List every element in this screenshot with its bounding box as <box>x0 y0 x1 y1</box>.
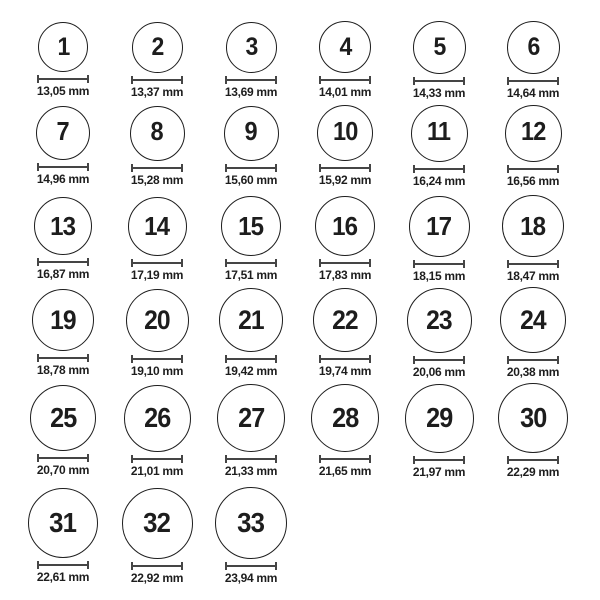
diameter-label: 15,28 mm <box>130 172 184 187</box>
ring-circle <box>124 385 191 452</box>
diameter-measure-line <box>319 76 371 84</box>
measure-bar <box>415 459 463 461</box>
measure-bar <box>133 79 181 81</box>
ring-size-number: 15 <box>238 210 264 241</box>
measure-bar <box>133 565 181 567</box>
ring-circle <box>28 488 98 558</box>
ring-circle <box>219 288 283 352</box>
measure-bar <box>227 458 275 460</box>
ring-size-number: 16 <box>332 210 358 241</box>
ring-size-number: 14 <box>144 210 170 241</box>
diameter-label: 14,33 mm <box>412 85 466 100</box>
measure-bar <box>321 358 369 360</box>
diameter-measure-line <box>131 455 183 463</box>
diameter-measure-line <box>37 163 89 171</box>
ring-circle <box>319 21 371 73</box>
diameter-measure-line <box>225 259 277 267</box>
measure-bar <box>39 166 87 168</box>
ring-size-number: 10 <box>332 118 358 147</box>
diameter-label: 15,60 mm <box>224 172 278 187</box>
ring-size-number: 25 <box>49 402 77 434</box>
ring-circle <box>126 289 189 352</box>
diameter-label: 19,42 mm <box>224 364 278 378</box>
diameter-label: 14,01 mm <box>318 85 372 99</box>
ring-size-number: 28 <box>331 402 359 434</box>
measure-bar <box>133 262 181 264</box>
diameter-label: 22,29 mm <box>506 465 560 479</box>
diameter-measure-line <box>225 164 277 172</box>
measure-bar <box>39 357 87 359</box>
ring-size-number: 32 <box>143 507 171 538</box>
ring-size-number: 5 <box>433 32 445 61</box>
measure-bar <box>415 263 463 265</box>
ring-circle <box>498 383 568 453</box>
ring-size-number: 27 <box>237 402 265 434</box>
ring-size-number: 29 <box>425 402 453 434</box>
diameter-measure-line <box>507 165 559 173</box>
diameter-label: 18,15 mm <box>412 268 466 283</box>
measure-bar <box>415 80 463 82</box>
ring-size-number: 13 <box>50 210 76 241</box>
ring-circle <box>505 105 562 162</box>
ring-size-number: 18 <box>520 210 546 241</box>
ring-circle <box>224 106 279 161</box>
diameter-measure-line <box>131 76 183 84</box>
ring-size-number: 21 <box>238 304 264 335</box>
diameter-measure-line <box>225 455 277 463</box>
ring-circle <box>311 384 379 452</box>
ring-size-number: 11 <box>427 118 451 147</box>
ring-circle <box>132 22 183 73</box>
ring-circle <box>313 288 377 352</box>
diameter-measure-line <box>225 562 277 570</box>
ring-circle <box>315 196 375 256</box>
ring-size-number: 17 <box>426 210 452 241</box>
diameter-label: 16,87 mm <box>36 267 90 281</box>
diameter-measure-line <box>319 259 371 267</box>
diameter-measure-line <box>413 165 465 173</box>
diameter-label: 13,37 mm <box>130 84 184 99</box>
diameter-measure-line <box>319 355 371 363</box>
diameter-label: 20,38 mm <box>506 365 560 379</box>
diameter-measure-line <box>37 561 89 569</box>
ring-circle <box>215 487 287 559</box>
measure-bar <box>227 79 275 81</box>
diameter-measure-line <box>413 456 465 464</box>
ring-size-number: 12 <box>520 118 546 147</box>
ring-size-number: 2 <box>151 32 163 61</box>
ring-circle <box>221 196 281 256</box>
measure-bar <box>509 459 557 461</box>
ring-circle <box>217 384 285 452</box>
ring-circle <box>411 105 468 162</box>
diameter-measure-line <box>507 260 559 268</box>
diameter-measure-line <box>225 355 277 363</box>
diameter-label: 16,56 mm <box>506 173 560 188</box>
ring-size-number: 30 <box>519 402 547 434</box>
ring-size-number: 3 <box>245 32 257 61</box>
diameter-label: 18,78 mm <box>36 363 90 377</box>
measure-bar <box>133 167 181 169</box>
diameter-measure-line <box>507 456 559 464</box>
diameter-label: 18,47 mm <box>506 269 560 283</box>
measure-bar <box>509 80 557 82</box>
measure-bar <box>39 78 87 80</box>
ring-size-number: 22 <box>332 304 358 335</box>
ring-circle <box>34 197 92 255</box>
ring-circle <box>317 105 373 161</box>
diameter-measure-line <box>413 77 465 85</box>
measure-bar <box>39 261 87 263</box>
measure-bar <box>509 359 557 361</box>
diameter-label: 21,33 mm <box>224 464 278 478</box>
diameter-label: 17,83 mm <box>318 268 372 282</box>
ring-circle <box>226 22 277 73</box>
diameter-label: 21,97 mm <box>412 464 466 479</box>
diameter-measure-line <box>507 356 559 364</box>
diameter-label: 16,24 mm <box>412 173 466 188</box>
diameter-measure-line <box>413 260 465 268</box>
diameter-label: 22,61 mm <box>36 570 90 584</box>
diameter-measure-line <box>37 258 89 266</box>
diameter-label: 22,92 mm <box>130 570 184 585</box>
ring-circle <box>502 195 564 257</box>
measure-bar <box>321 79 369 81</box>
diameter-measure-line <box>225 76 277 84</box>
ring-size-number: 9 <box>244 118 258 147</box>
measure-bar <box>321 167 369 169</box>
ring-size-number: 23 <box>426 304 452 335</box>
diameter-measure-line <box>37 454 89 462</box>
ring-circle <box>405 384 474 453</box>
ring-size-number: 7 <box>56 118 70 147</box>
diameter-label: 21,65 mm <box>318 464 372 478</box>
diameter-label: 13,69 mm <box>224 84 278 99</box>
measure-bar <box>321 458 369 460</box>
diameter-measure-line <box>131 259 183 267</box>
ring-size-number: 4 <box>339 32 351 61</box>
measure-bar <box>227 262 275 264</box>
diameter-label: 21,01 mm <box>130 463 184 478</box>
ring-size-number: 20 <box>144 304 170 335</box>
ring-size-number: 19 <box>50 304 76 335</box>
diameter-label: 15,92 mm <box>318 173 372 187</box>
measure-bar <box>227 358 275 360</box>
ring-size-number: 31 <box>49 507 77 538</box>
ring-circle <box>507 21 560 74</box>
measure-bar <box>133 358 181 360</box>
diameter-label: 14,96 mm <box>36 172 90 186</box>
ring-circle <box>122 488 193 559</box>
ring-circle <box>30 385 96 451</box>
ring-circle <box>409 196 470 257</box>
ring-circle <box>407 288 472 353</box>
measure-bar <box>509 263 557 265</box>
ring-size-number: 6 <box>527 32 539 61</box>
ring-size-number: 24 <box>520 304 546 335</box>
diameter-label: 23,94 mm <box>224 571 278 585</box>
ring-size-number: 8 <box>150 118 164 147</box>
measure-bar <box>133 458 181 460</box>
diameter-label: 14,64 mm <box>506 85 560 100</box>
diameter-measure-line <box>319 455 371 463</box>
ring-circle <box>36 106 90 160</box>
measure-bar <box>415 168 463 170</box>
ring-circle <box>500 287 566 353</box>
diameter-label: 17,19 mm <box>130 267 184 282</box>
ring-circle <box>38 22 88 72</box>
measure-bar <box>415 359 463 361</box>
diameter-measure-line <box>507 77 559 85</box>
ring-size-number: 26 <box>143 402 171 434</box>
measure-bar <box>509 168 557 170</box>
measure-bar <box>321 262 369 264</box>
diameter-label: 19,10 mm <box>130 363 184 378</box>
diameter-label: 20,70 mm <box>36 463 90 477</box>
diameter-measure-line <box>131 355 183 363</box>
ring-size-number: 33 <box>237 507 265 538</box>
diameter-label: 19,74 mm <box>318 364 372 378</box>
diameter-label: 13,05 mm <box>36 84 90 98</box>
diameter-measure-line <box>131 164 183 172</box>
diameter-label: 17,51 mm <box>224 268 278 282</box>
diameter-measure-line <box>37 75 89 83</box>
diameter-measure-line <box>319 164 371 172</box>
ring-circle <box>130 106 185 161</box>
ring-size-number: 1 <box>57 32 69 61</box>
measure-bar <box>39 457 87 459</box>
ring-circle <box>413 21 466 74</box>
measure-bar <box>227 167 275 169</box>
measure-bar <box>39 564 87 566</box>
diameter-measure-line <box>131 562 183 570</box>
ring-circle <box>32 289 94 351</box>
diameter-measure-line <box>37 354 89 362</box>
measure-bar <box>227 565 275 567</box>
diameter-measure-line <box>413 356 465 364</box>
diameter-label: 20,06 mm <box>412 364 466 379</box>
ring-circle <box>128 197 187 256</box>
